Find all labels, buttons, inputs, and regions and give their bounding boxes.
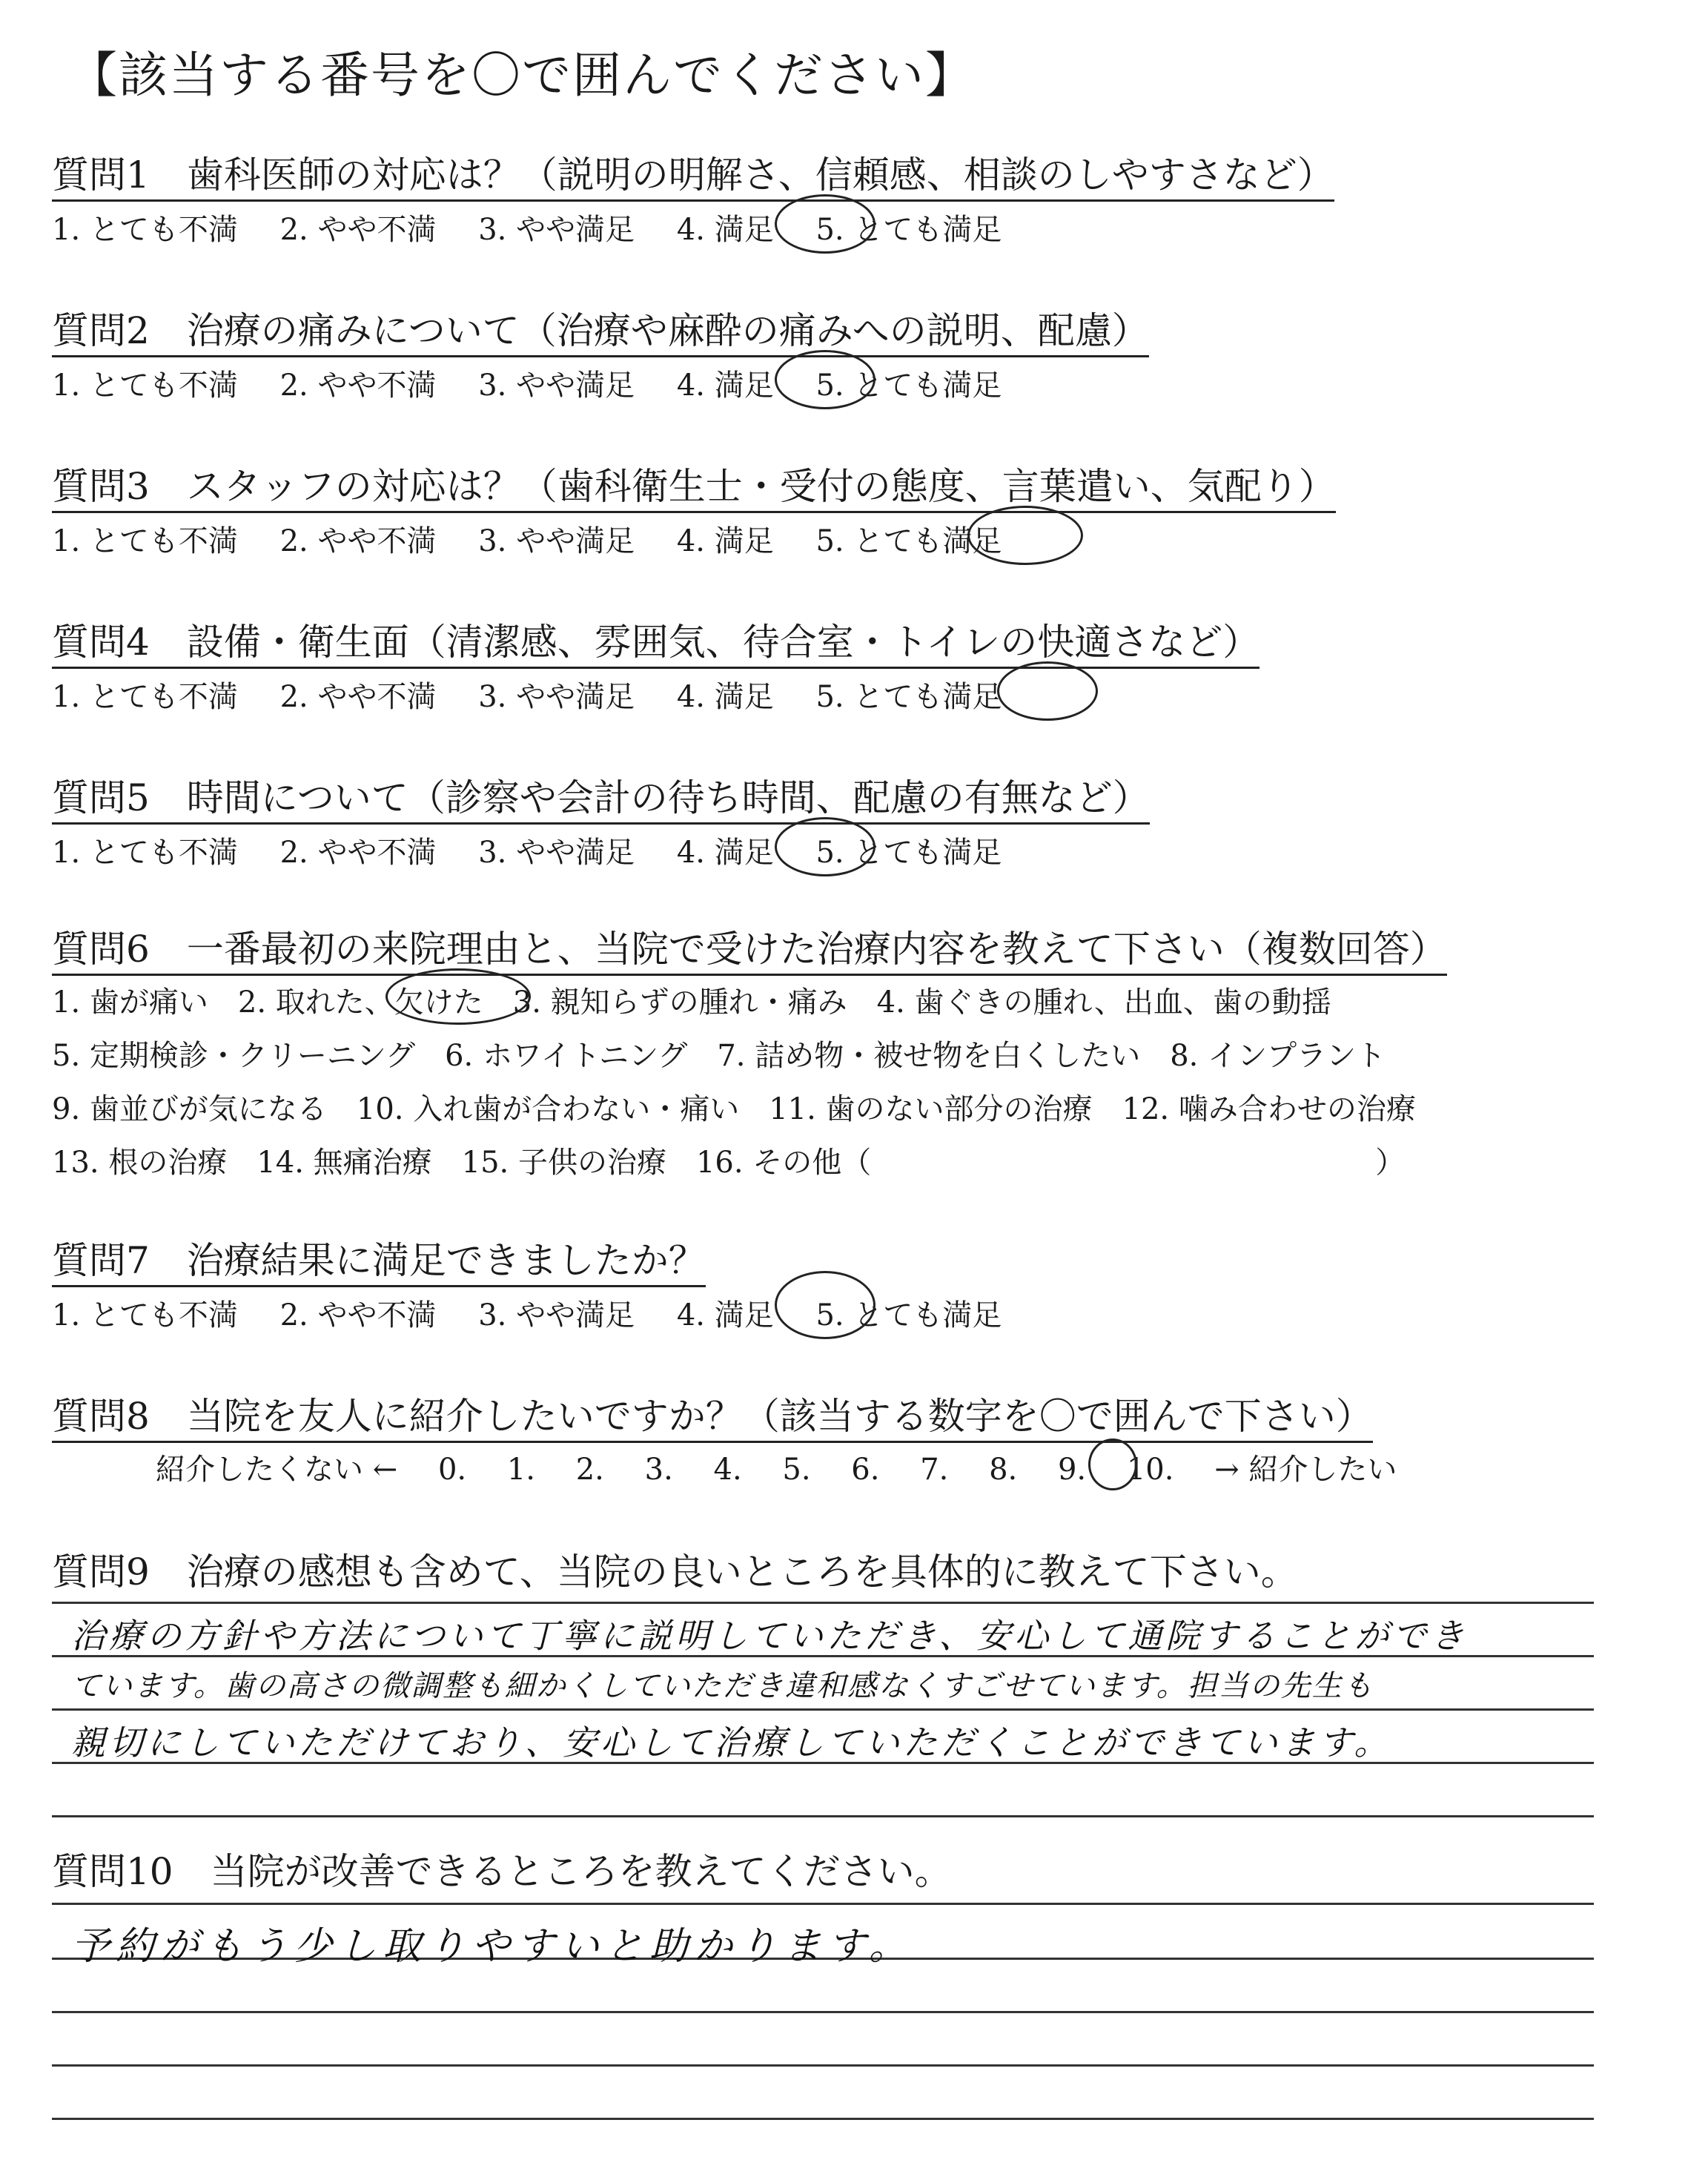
question-1-text: 質問1 歯科医師の対応は？（説明の明解さ、信頼感、相談のしやすさなど）: [52, 153, 1334, 202]
question-1-options[interactable]: [52, 206, 1034, 248]
q3-option-2[interactable]: 2. やや不満: [279, 524, 437, 558]
q4-option-5[interactable]: 5. とても満足: [815, 680, 1002, 714]
question-1-label: [52, 145, 1334, 199]
question-2-options[interactable]: [52, 362, 1034, 404]
q8-scale[interactable]: [156, 1446, 1428, 1488]
question-9-label: 質問9 治療の感想も含めて、当院の良いところを具体的に教えて下さい。: [52, 1550, 1298, 1593]
q8-score-9[interactable]: 9.: [1057, 1453, 1087, 1487]
q4-option-3[interactable]: 3. やや満足: [478, 680, 635, 714]
question-3-label: [52, 457, 1336, 510]
question-3-options[interactable]: [52, 518, 1034, 560]
question-2-text: 質問2 治療の痛みについて（治療や麻酔の痛みへの説明、配慮）: [52, 309, 1149, 357]
q6-options-row-4[interactable]: 13. 根の治療 14. 無痛治療 15. 子供の治療 16. その他（ ）: [52, 1146, 1406, 1180]
q5-option-3[interactable]: 3. やや満足: [478, 836, 635, 870]
q9-answer-rule-3: [52, 1708, 1594, 1711]
question-4-options[interactable]: [52, 673, 1034, 716]
question-4-label: [52, 612, 1260, 666]
q4-selection-circle: [997, 661, 1098, 721]
page-title: 【該当する番号を〇で囲んでください】: [68, 47, 976, 104]
question-6-text: 質問6 一番最初の来院理由と、当院で受けた治療内容を教えて下さい（複数回答）: [52, 928, 1447, 976]
q9-answer-line-2: ています。歯の高さの微調整も細かくしていただき違和感なくすごせています。担当の先生も: [71, 1669, 1374, 1703]
q8-scale-high-label: → 紹介したい: [1214, 1453, 1397, 1487]
q7-option-1[interactable]: 1. とても不満: [52, 1298, 238, 1332]
q9-answer-line-1: 治療の方針や方法について丁寧に説明していただき、安心して通院することができ: [71, 1616, 1469, 1656]
q8-score-0[interactable]: 0.: [437, 1453, 467, 1487]
q8-score-5[interactable]: 5.: [782, 1453, 811, 1487]
q3-option-3[interactable]: 3. やや満足: [478, 524, 635, 558]
q3-selection-circle: [967, 506, 1083, 565]
q1-option-2[interactable]: 2. やや不満: [279, 213, 437, 247]
q10-answer-rule-1: [52, 1903, 1594, 1905]
q6-options-row-3[interactable]: 9. 歯並びが気になる 10. 入れ歯が合わない・痛い 11. 歯のない部分の治療 12. 噛み合わせの治療: [52, 1092, 1416, 1126]
q5-selection-circle: [775, 817, 875, 876]
q7-option-5[interactable]: 5. とても満足: [815, 1298, 1002, 1332]
question-7-text: 質問7 治療結果に満足できましたか？: [52, 1239, 706, 1287]
q9-answer-line-3: 親切にしていただけており、安心して治療していただくことができています。: [71, 1723, 1392, 1763]
q8-score-1[interactable]: 1.: [506, 1453, 536, 1487]
q10-answer-rule-4: [52, 2064, 1594, 2067]
q6-options-row-1[interactable]: 1. 歯が痛い 2. 取れた、欠けた 3. 親知らずの腫れ・痛み 4. 歯ぐきの腫れ、出血、歯の動揺: [52, 985, 1331, 1020]
q1-option-5[interactable]: 5. とても満足: [815, 213, 1002, 247]
q9-answer-rule-1: [52, 1602, 1594, 1604]
question-5-options[interactable]: [52, 829, 1034, 871]
q7-option-2[interactable]: 2. やや不満: [279, 1298, 437, 1332]
q2-option-4[interactable]: 4. 満足: [676, 369, 774, 403]
q8-score-4[interactable]: 4.: [713, 1453, 742, 1487]
question-4-text: 質問4 設備・衛生面（清潔感、雰囲気、待合室・トイレの快適さなど）: [52, 621, 1260, 669]
q5-option-1[interactable]: 1. とても不満: [52, 836, 238, 870]
q8-score-7[interactable]: 7.: [920, 1453, 949, 1487]
q8-selection-circle: [1088, 1439, 1137, 1490]
q10-answer-rule-3: [52, 2011, 1594, 2013]
q8-score-2[interactable]: 2.: [575, 1453, 604, 1487]
question-3-text: 質問3 スタッフの対応は？（歯科衛生士・受付の態度、言葉遣い、気配り）: [52, 465, 1336, 513]
q7-option-3[interactable]: 3. やや満足: [478, 1298, 635, 1332]
question-6-label: [52, 919, 1447, 973]
q8-score-6[interactable]: 6.: [851, 1453, 880, 1487]
q7-selection-circle: [775, 1271, 875, 1339]
q4-option-1[interactable]: 1. とても不満: [52, 680, 238, 714]
question-8-label: [52, 1387, 1373, 1440]
q2-option-5[interactable]: 5. とても満足: [815, 369, 1002, 403]
question-2-label: [52, 301, 1149, 354]
q3-option-1[interactable]: 1. とても不満: [52, 524, 238, 558]
q1-option-4[interactable]: 4. 満足: [676, 213, 774, 247]
q3-option-5[interactable]: 5. とても満足: [815, 524, 1002, 558]
question-8-text: 質問8 当院を友人に紹介したいですか？（該当する数字を〇で囲んで下さい）: [52, 1395, 1373, 1443]
q8-scale-low-label: 紹介したくない ←: [156, 1453, 398, 1487]
q8-score-8[interactable]: 8.: [989, 1453, 1018, 1487]
question-7-label: [52, 1231, 706, 1284]
q4-option-2[interactable]: 2. やや不満: [279, 680, 437, 714]
q3-option-4[interactable]: 4. 満足: [676, 524, 774, 558]
q1-option-3[interactable]: 3. やや満足: [478, 213, 635, 247]
q1-selection-circle: [775, 194, 875, 254]
question-5-text: 質問5 時間について（診察や会計の待ち時間、配慮の有無など）: [52, 776, 1150, 825]
q5-option-4[interactable]: 4. 満足: [676, 836, 774, 870]
q2-option-2[interactable]: 2. やや不満: [279, 369, 437, 403]
question-7-options[interactable]: [52, 1292, 1034, 1334]
q10-answer-rule-5: [52, 2118, 1594, 2120]
q2-option-3[interactable]: 3. やや満足: [478, 369, 635, 403]
q1-option-1[interactable]: 1. とても不満: [52, 213, 238, 247]
q7-option-4[interactable]: 4. 満足: [676, 1298, 774, 1332]
q4-option-4[interactable]: 4. 満足: [676, 680, 774, 714]
q8-score-10[interactable]: 10.: [1126, 1453, 1174, 1487]
q5-option-5[interactable]: 5. とても満足: [815, 836, 1002, 870]
q2-selection-circle: [775, 350, 875, 409]
q10-answer-line-1: 予約がもう少し取りやすいと助かります。: [71, 1924, 913, 1969]
question-10-label: 質問10 当院が改善できるところを教えてください。: [52, 1850, 952, 1893]
q8-score-3[interactable]: 3.: [644, 1453, 673, 1487]
q2-option-1[interactable]: 1. とても不満: [52, 369, 238, 403]
q9-answer-rule-5: [52, 1815, 1594, 1817]
q5-option-2[interactable]: 2. やや不満: [279, 836, 437, 870]
q6-selection-circle: [385, 968, 531, 1025]
question-5-label: [52, 768, 1150, 822]
q6-options-row-2[interactable]: 5. 定期検診・クリーニング 6. ホワイトニング 7. 詰め物・被せ物を白くしたい 8. インプラント: [52, 1039, 1386, 1073]
